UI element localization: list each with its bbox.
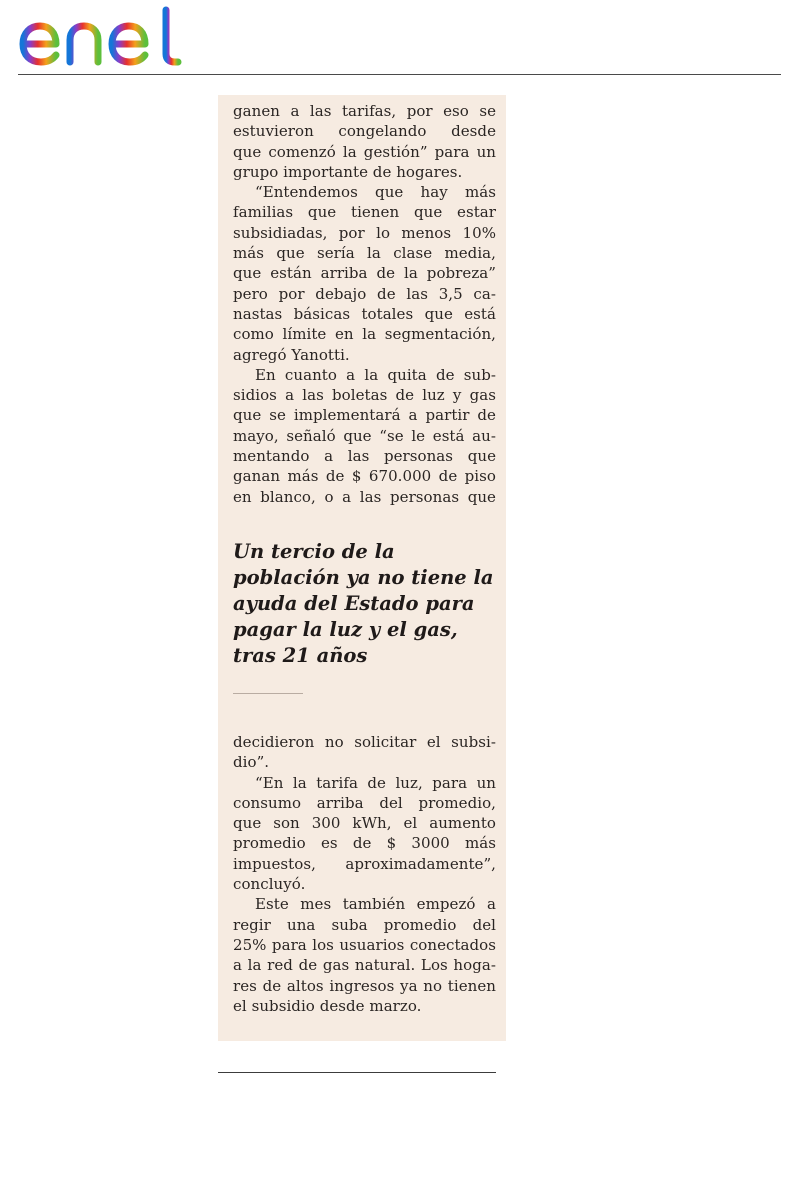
text-line: que comenzó la gestión” para un	[233, 142, 496, 161]
text-line: concluyó.	[233, 875, 306, 894]
text-line: decidieron no solicitar el subsi-	[233, 732, 496, 751]
text-line: regir una suba promedio del	[233, 915, 496, 934]
article-headline	[233, 539, 496, 669]
text-line: 25% para los usuarios conectados	[233, 935, 496, 954]
text-line: agregó Yanotti.	[233, 345, 350, 364]
text-line: “En la tarifa de luz, para un	[255, 773, 496, 792]
text-line: que están arriba de la pobreza”	[233, 264, 496, 283]
text-line: consumo arriba del promedio,	[233, 793, 496, 812]
text-line: que se implementará a partir de	[233, 406, 496, 425]
text-line: estuvieron congelando desde	[233, 122, 496, 141]
text-line: grupo importante de hogares.	[233, 162, 463, 181]
enel-logo	[18, 4, 198, 68]
footer-divider	[218, 1072, 496, 1073]
text-line: impuestos, aproximadamente”,	[233, 854, 496, 873]
text-line: ganan más de $ 670.000 de piso	[233, 467, 496, 486]
text-line: familias que tienen que estar	[233, 203, 496, 222]
text-line: como límite en la segmentación,	[233, 325, 496, 344]
text-line: que son 300 kWh, el aumento	[233, 814, 496, 833]
text-line: “Entendemos que hay más	[255, 183, 496, 202]
text-line: dio”.	[233, 753, 270, 772]
headline-line: Un tercio de la	[233, 539, 395, 563]
enel-logo-mark	[18, 4, 198, 68]
text-line: en blanco, o a las personas que	[233, 487, 496, 506]
text-line: nastas básicas totales que está	[233, 304, 496, 323]
article-body-top	[233, 101, 496, 507]
headline-line: población ya no tiene la	[233, 565, 494, 589]
article-body-bottom	[233, 732, 496, 1016]
headline-line: pagar la luz y el gas,	[233, 617, 458, 641]
headline-line: tras 21 años	[233, 643, 368, 667]
text-line: a la red de gas natural. Los hoga-	[233, 956, 496, 975]
headline-line: ayuda del Estado para	[233, 591, 475, 615]
text-line: Este mes también empezó a	[255, 895, 496, 914]
header-divider	[18, 74, 781, 75]
text-line: subsidiadas, por lo menos 10%	[233, 223, 496, 242]
text-line: ganen a las tarifas, por eso se	[233, 102, 496, 120]
text-line: promedio es de $ 3000 más	[233, 834, 496, 853]
text-line: el subsidio desde marzo.	[233, 996, 422, 1015]
headline-divider	[233, 693, 303, 694]
text-line: pero por debajo de las 3,5 ca-	[233, 284, 496, 303]
text-line: En cuanto a la quita de sub-	[255, 365, 496, 384]
text-line: más que sería la clase media,	[233, 244, 496, 263]
text-line: sidios a las boletas de luz y gas	[233, 386, 496, 405]
text-line: mentando a las personas que	[233, 447, 496, 466]
text-line: res de altos ingresos ya no tienen	[233, 976, 496, 995]
newspaper-clipping	[218, 95, 506, 1041]
text-line: mayo, señaló que “se le está au-	[233, 426, 496, 445]
